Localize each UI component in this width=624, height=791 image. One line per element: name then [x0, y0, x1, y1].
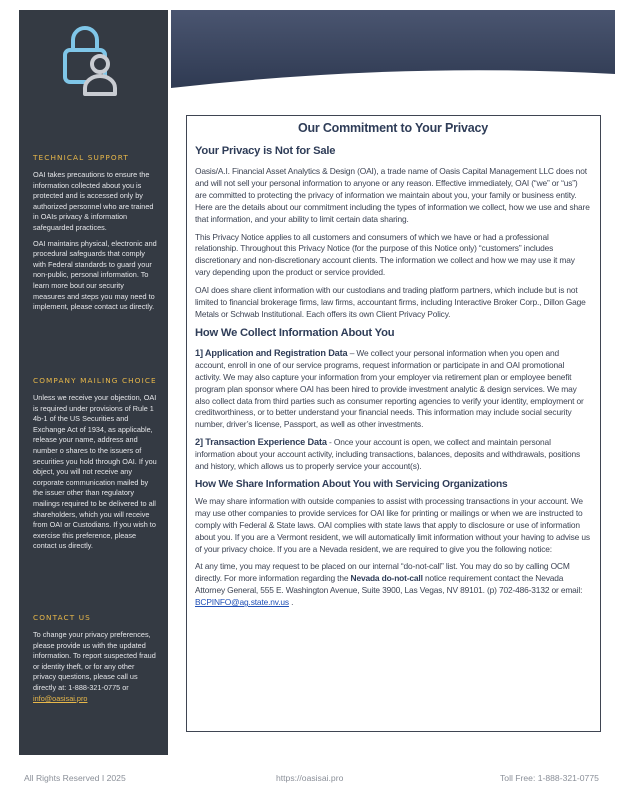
section-heading-collect: How We Collect Information About You: [195, 326, 395, 339]
share-paragraph-1: We may share information with outside companies to assist with processing transactions in your account. We may use other companies to provide services for OAI like for printing or mailings or when we are instructed to comply with Federal & State laws. OAI complies with state laws that apply to disclosure or use of information about you. If you are a Vermont resident, we will automatically limit information without your having to advise us of your privacy choice. If you are a Nevada resident, we are required to give you the following notice:: [195, 495, 590, 554]
privacy-paragraph-1: Oasis/A.I. Financial Asset Analytics & Design (OAI), a trade name of Oasis Capital Management LLC does not and will not sell your personal information to anyone or any reason. Effective immediately, OAI (“we” or “us”) are committed to protecting the privacy of information we maintain about you, your family or business entity. Here are the details about our commitment including the types of information we collect, how we use and share that information, and your ability to limit certain data sharing.: [195, 166, 590, 224]
contact-us-body: To change your privacy preferences, please provide us with the updated information. To report suspected fraud or identity theft, or for any other privacy questions, please call us directly at: 1-888-321-0775 or: [33, 630, 156, 692]
lock-and-user-icon: [61, 24, 123, 98]
footer-copyright: All Rights Reserved I 2025: [24, 773, 126, 783]
contact-us-heading: CONTACT US: [33, 613, 91, 622]
collect-item-1-text: – We collect your personal information when you open and account, enroll in one of our service programs, request information or participate in and OAI promotional activity. We may also capture your information from your employer via retirement plan or employee benefit program plan sponsor where OAI has been hired to provide investment analytic & design services. We may also collect data from third parties such as consumer reporting agencies to verify your identity, employment or creditworthiness, or to better understand your financial needs. This information may include social security number, driver’s license, Passport, as well as other investments.: [195, 347, 584, 430]
contact-email-link[interactable]: info@oasisai.pro: [33, 693, 88, 703]
section-heading-share: How We Share Information About You with Servicing Organizations: [195, 478, 508, 490]
sidebar: [19, 10, 168, 755]
page-title: Our Commitment to Your Privacy: [297, 121, 489, 135]
footer-website-link[interactable]: https://oasisai.pro: [276, 773, 344, 783]
share-paragraph-2-a: At any time, you may request to be placed on our internal “do-not-call” list. You may do so by calling OCM directly. For more information regarding the: [195, 561, 570, 584]
mailing-choice-section: [33, 376, 157, 552]
privacy-paragraph-3: OAI does share client information with our custodians and trading platform partners, which include but is not limited to financial brokerage firms, law firms, accountant firms, including Interactive Broker Corp., Dillon Gage Metals or Schwab Institutional. Each offers its own Client Privacy Policy.: [195, 285, 586, 319]
technical-support-text-2: OAI maintains physical, electronic and procedural safeguards that comply with Federal standards to guard your non-public, personal information. To learn more bout our security measures and steps you may need to implement, please contact us directly.: [33, 238, 157, 312]
mailing-choice-heading: COMPANY MAILING CHOICE: [33, 376, 157, 385]
privacy-paragraph-2: This Privacy Notice applies to all customers and consumers of which we have or had a professional relationship. Throughout this Privacy Notice (for the purpose of this Notice only) “customers” includes discretionary and non-discretionary account clients. The information we collect and how we may use it may vary depending upon the product or service provided.: [195, 231, 575, 278]
header-banner: [171, 10, 615, 90]
section-heading-privacy: Your Privacy is Not for Sale: [195, 145, 336, 157]
contact-us-text: [33, 630, 157, 704]
collect-item-2-text: - Once your account is open, we collect and maintain personal information about your account activity, including transactions, balances, deposits and withdrawals, positions and history, which allows us to properly service your account(s).: [195, 437, 581, 472]
collect-item-2-label: 2] Transaction Experience Data: [195, 437, 327, 448]
footer-phone: Toll Free: 1-888-321-0775: [500, 773, 599, 783]
mailing-choice-text: Unless we receive your objection, OAI is required under provisions of Rule 1 4b-1 of the US Securities and Exchange Act of 1934, as applicable, release your name, address and number o shares to the issuers of securities you hold through OAI. If you object, you will not receive any corporate communication mailed by the issuer other than regulatory mailings required to be delivered to all shareholders, which you will receive from OAI or Custodians. If you wish to exercise this preference, please contact us directly.: [33, 393, 157, 551]
collect-item-1-label: 1] Application and Registration Data: [195, 347, 348, 358]
share-paragraph-2-b: notice requirement contact the Nevada Attorney General, 555 E. Washington Avenue, Suite 3900, Las Vegas, NV 89101. (p) 702-486-3132 or email:: [195, 573, 583, 596]
privacy-content-box: [186, 115, 601, 732]
collect-item-1: [195, 348, 591, 431]
technical-support-heading: TECHNICAL SUPPORT: [33, 153, 129, 162]
technical-support-text-1: OAI takes precautions to ensure the information collected about you is protected and is accessed only by authorized personnel who are trained in OAIs privacy & information safeguarded practices.: [33, 170, 154, 232]
collect-item-2: [195, 437, 591, 473]
contact-us-section: [33, 613, 157, 704]
nevada-do-not-call: Nevada do-not-call: [350, 573, 423, 584]
nevada-email-link[interactable]: BCPINFO@ag.state.nv.us: [195, 597, 289, 608]
technical-support-section: [33, 153, 157, 313]
share-paragraph-2: [195, 561, 591, 609]
share-paragraph-2-end: .: [288, 597, 294, 608]
